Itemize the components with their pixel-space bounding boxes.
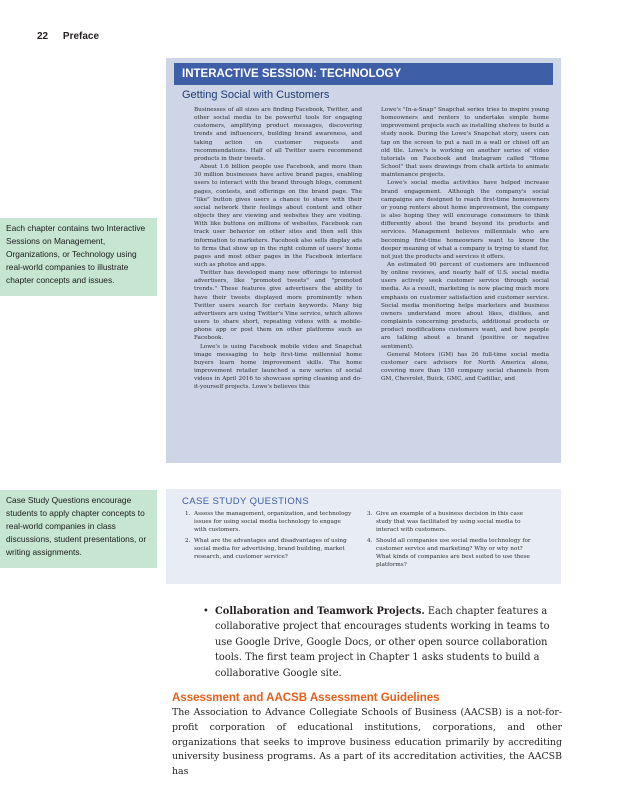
session-left-column <box>194 106 362 391</box>
bullet-lead: Collaboration and Teamwork Projects. <box>215 606 425 617</box>
page-number: 22 <box>37 31 49 42</box>
case-study-question <box>367 537 536 569</box>
margin-note-interactive-sessions: Each chapter contains two Interactive Sessions on Management, Organizations, or Technology using real-world companies to illustrate chapter concepts and issues. <box>0 218 157 296</box>
interactive-session-box <box>166 58 561 463</box>
assessment-body <box>172 706 562 780</box>
session-paragraph: Lowe's social media activities have helped increase brand engagement. Although the company's social campaigns are designed to reach first-time homeowners or young renters about home improvement, the company is also hoping they will encourage consumers to think differently about the brand beyond its products and services. Management believes millennials who are becoming first-time homeowners want to know the deeper meaning of what a company is trying to stand for, not just the products and services it offers. <box>381 180 549 260</box>
session-title: Getting Social with Customers <box>182 89 330 101</box>
case-study-question <box>185 510 354 534</box>
session-paragraph: About 1.6 billion people use Facebook, and more than 30 million businesses have active brand pages, enabling users to interact with the brand through blogs, comment pages, contests, and offerings on the brand page. The "like" button gives users a chance to share with their social network their feelings about content and other objects they are viewing and websites they are visiting. With like buttons on millions of websites, Facebook can track user behavior on other sites and then sell this information to marketers. Facebook also sells display ads to firms that show up in the right column of users' home pages and most other pages in the Facebook interface such as photos and apps. <box>194 164 362 268</box>
session-paragraph: An estimated 90 percent of customers are influenced by online reviews, and nearly half of U.S. social media users actively seek customer service through social media. As a result, marketing is now placing much more emphasis on customer satisfaction and customer service. Social media monitoring helps marketers and business owners understand more about likes, dislikes, and complaints concerning products, additional products or product modifications customers want, and how people are talking about a brand (positive or negative sentiment). <box>381 261 549 350</box>
session-right-column <box>381 106 549 391</box>
question-text: Should all companies use social media technology for customer service and marketing? Why or why not? What kinds of companies are best suited to use these platforms? <box>376 538 531 568</box>
margin-note-case-study: Case Study Questions encourage students to apply chapter concepts to real-world companies in class discussions, student presentations, or writing assignments. <box>0 490 157 568</box>
session-paragraph: Twitter has developed many new offerings to interest advertisers, like "promoted tweets" and "promoted trends." These features give advertisers the ability to have their tweets displayed more prominently when Twitter users search for certain keywords. Many big advertisers are using Twitter's Vine service, which allows users to share short, repeating videos with a mobile-phone app or post them on other platforms such as Facebook. <box>194 270 362 342</box>
collaboration-bullet <box>203 604 560 681</box>
case-study-title: CASE STUDY QUESTIONS <box>182 496 310 507</box>
case-study-question <box>185 537 354 561</box>
session-paragraph: Businesses of all sizes are finding Facebook, Twitter, and other social media to be powerful tools for engaging customers, amplifying product messages, discovering trends and influencers, building brand awareness, and taking action on customer requests and recommendations. Half of all Twitter users recommend products in their tweets. <box>194 107 362 162</box>
running-section-title: Preface <box>62 31 100 42</box>
page-header <box>37 31 99 42</box>
question-text: Give an example of a business decision in this case study that was facilitated by using social media to interact with customers. <box>376 511 524 533</box>
section-heading: Assessment and AACSB Assessment Guidelines <box>172 692 440 704</box>
case-study-question <box>367 510 536 534</box>
question-number: 1. <box>185 511 191 517</box>
body-paragraph: The Association to Advance Collegiate Schools of Business (AACSB) is a not-for-profit corporation of educational institutions, corporations, and other organizations that seeks to improve business education primarily by accrediting university business programs. As a part of its accreditation activities, the AACSB has <box>172 707 562 778</box>
question-number: 3. <box>367 511 373 517</box>
bullet-marker: • <box>203 606 209 617</box>
session-paragraph: Lowe's "In-a-Snap" Snapchat series tries to inspire young homeowners and renters to undertake simple home improvement projects such as installing shelves to build a study nook. During the Lowe's Snapchat story, users can tap on the screen to put a nail in a wall or chisel off an old tile. Lowe's is working on another series of video tutorials on Facebook and Instagram called "Home School" that uses drawings from chalk artists to animate maintenance projects. <box>381 107 549 179</box>
question-number: 4. <box>367 538 373 544</box>
session-columns <box>194 106 549 391</box>
question-text: Assess the management, organization, and technology issues for using social media technology to engage with customers. <box>194 511 352 533</box>
session-banner: INTERACTIVE SESSION: TECHNOLOGY <box>174 63 553 85</box>
bullet-text: Each chapter features a collaborative project that encourages students working in teams to use Google Drive, Google Docs, or other open source collaboration tools. The first team project in Chapter 1 asks students to build a collaborative Google site. <box>215 606 550 679</box>
question-number: 2. <box>185 538 191 544</box>
question-text: What are the advantages and disadvantages of using social media for advertising, brand building, market research, and customer service? <box>194 538 347 560</box>
session-paragraph: Lowe's is using Facebook mobile video and Snapchat image messaging to help first-time millennial home buyers learn home improvement skills. The home improvement retailer launched a new series of social videos in April 2016 to showcase spring cleaning and do-it-yourself projects. Lowe's believes this <box>194 343 362 391</box>
case-study-box <box>166 489 561 584</box>
session-paragraph: General Motors (GM) has 26 full-time social media customer care advisors for North America alone, covering more than 150 company social channels from GM, Chevrolet, Buick, GMC, and Cadillac, and <box>381 351 549 383</box>
